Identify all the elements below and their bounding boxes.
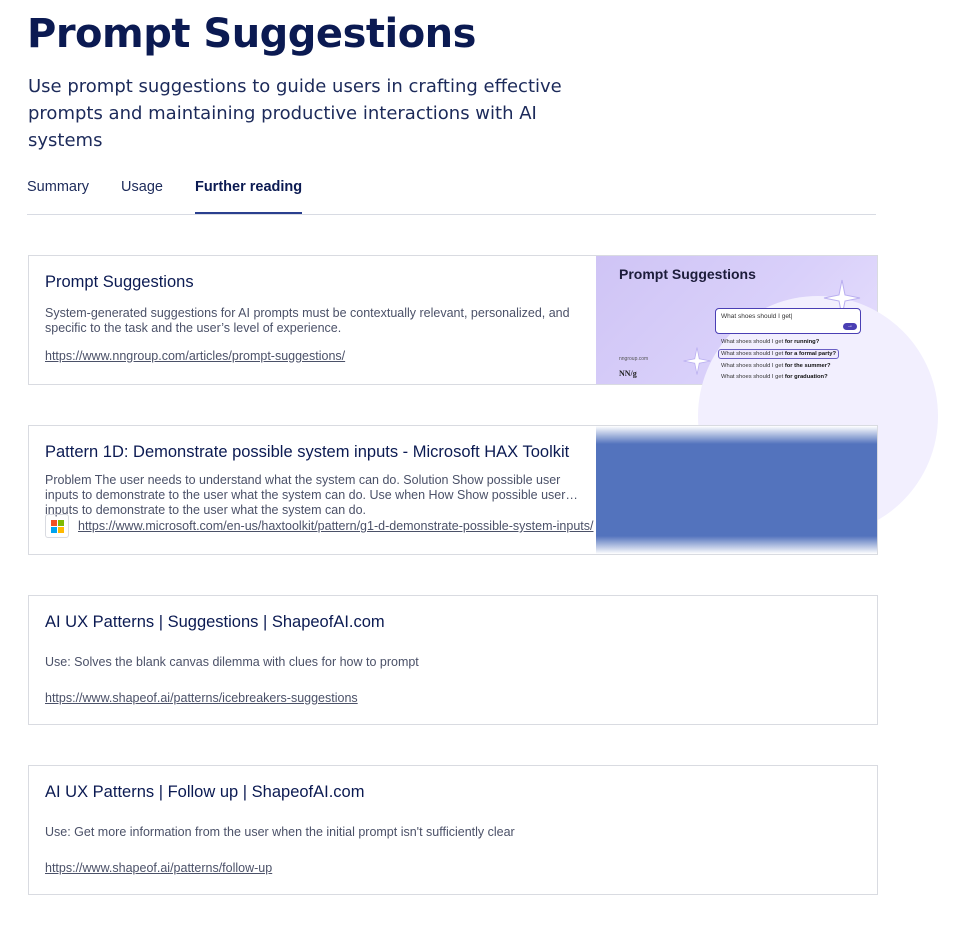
card-title[interactable]: Pattern 1D: Demonstrate possible system inputs - Microsoft HAX Toolkit xyxy=(45,443,570,461)
tab-bar xyxy=(27,170,876,215)
thumbnail-suggestion: What shoes should I get for the summer? xyxy=(721,363,831,369)
tab-usage[interactable]: Usage xyxy=(121,179,163,195)
tab-summary[interactable]: Summary xyxy=(27,179,90,195)
page-title: Prompt Suggestions xyxy=(27,11,476,57)
reading-card-microsoft-hax[interactable] xyxy=(28,425,878,555)
card-content xyxy=(29,596,877,724)
card-title[interactable]: AI UX Patterns | Follow up | ShapeofAI.com xyxy=(45,783,365,801)
nng-logo: NN/g xyxy=(619,369,637,378)
card-description: Use: Solves the blank canvas dilemma with clues for how to prompt xyxy=(45,655,419,669)
microsoft-logo-icon xyxy=(45,514,69,538)
reading-card-shapeofai-suggestions[interactable] xyxy=(28,595,878,725)
card-content xyxy=(29,426,596,554)
card-link[interactable]: https://www.shapeof.ai/patterns/icebreakers-suggestions xyxy=(45,691,358,705)
card-content xyxy=(29,766,877,894)
page-subtitle: Use prompt suggestions to guide users in crafting effective prompts and maintaining productive interactions with AI systems xyxy=(28,76,562,151)
card-link[interactable]: https://www.nngroup.com/articles/prompt-suggestions/ xyxy=(45,349,346,363)
card-content xyxy=(29,256,596,384)
thumbnail-title: Prompt Suggestions xyxy=(619,266,756,282)
sparkle-icon xyxy=(682,346,712,376)
thumbnail-prompt-input xyxy=(715,308,861,334)
card-description: Use: Get more information from the user when the initial prompt isn't sufficiently clear xyxy=(45,825,515,839)
reading-card-shapeofai-follow-up[interactable] xyxy=(28,765,878,895)
card-link[interactable]: https://www.microsoft.com/en-us/haxtoolkit/pattern/g1-d-demonstrate-possible-system-inputs/ xyxy=(78,519,594,533)
tab-further-reading[interactable]: Further reading xyxy=(195,170,302,214)
card-title[interactable]: AI UX Patterns | Suggestions | ShapeofAI.com xyxy=(45,613,385,631)
thumbnail-input-text: What shoes should I get| xyxy=(721,313,793,320)
card-description: System-generated suggestions for AI prompts must be contextually relevant, personalized, and specific to the task and the user’s level of experience. xyxy=(45,306,570,335)
thumbnail-suggestion-selected: What shoes should I get for a formal party? xyxy=(718,349,839,359)
reading-card-nngroup[interactable] xyxy=(28,255,878,385)
card-thumbnail xyxy=(596,426,877,554)
card-description: Problem The user needs to understand what the system can do. Solution Show possible user inputs to demonstrate to the user what the system can do. Use when How Show possible user inputs to demonstrate to the user what the system can do. xyxy=(45,473,566,517)
card-thumbnail xyxy=(596,256,877,384)
thumbnail-suggestion: What shoes should I get for graduation? xyxy=(721,374,828,380)
card-title[interactable]: Prompt Suggestions xyxy=(45,273,194,291)
card-link[interactable]: https://www.shapeof.ai/patterns/follow-up xyxy=(45,861,273,875)
thumbnail-site: nngroup.com xyxy=(619,356,649,362)
send-arrow-icon: → xyxy=(843,323,857,330)
thumbnail-suggestion: What shoes should I get for running? xyxy=(721,339,820,345)
